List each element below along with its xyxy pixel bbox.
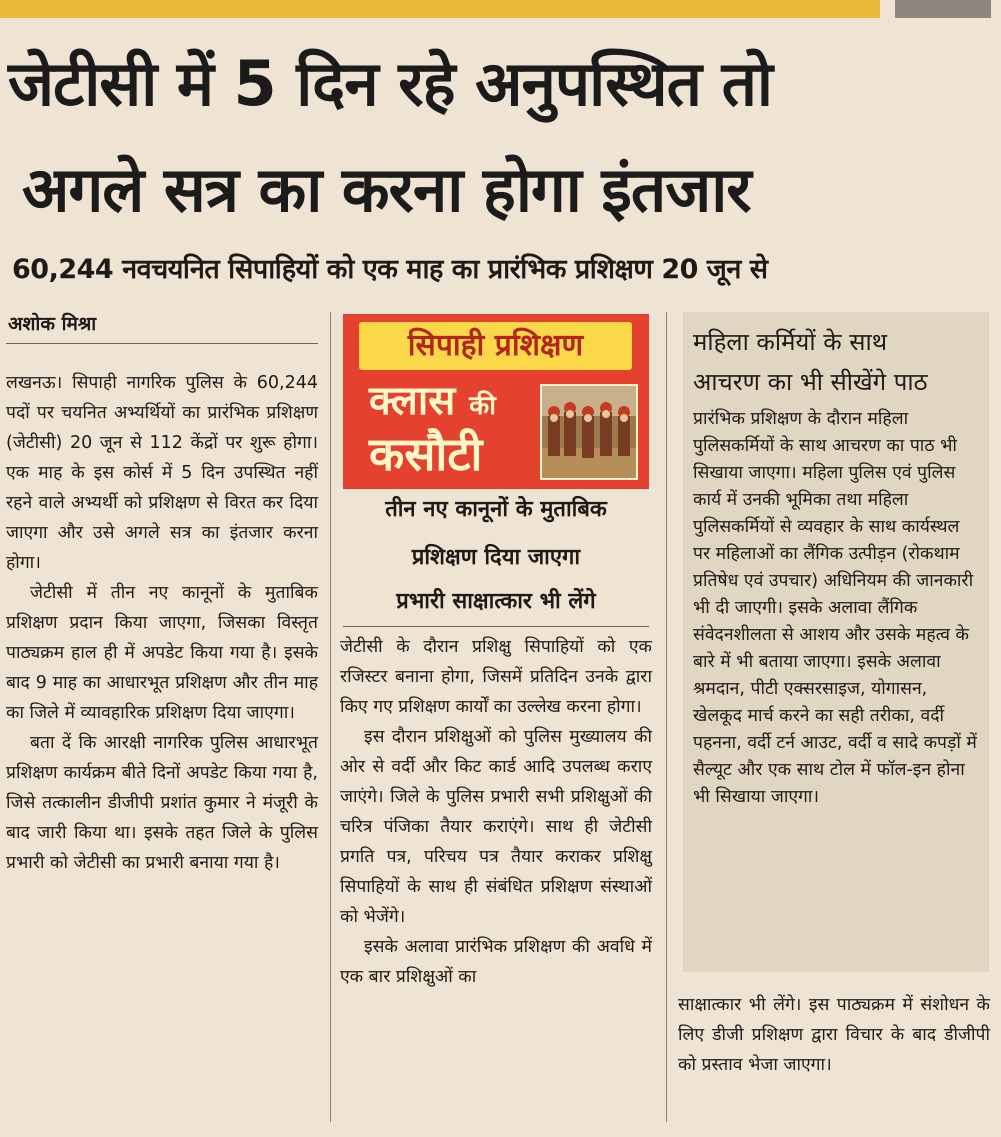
byline: अशोक मिश्रा <box>8 313 97 335</box>
column-1 <box>6 368 318 878</box>
promo-box <box>343 314 649 489</box>
column-3 <box>678 990 990 1080</box>
women-conduct-sidebar <box>683 312 989 972</box>
trainees-photo-illustration <box>542 386 636 478</box>
headline-line-2: अगले सत्र का करना होगा इंतजार <box>22 153 751 226</box>
column-2-paragraph: इसके अलावा प्रारंभिक प्रशिक्षण की अवधि में एक बार प्रशिक्षुओं का <box>340 937 652 987</box>
column-2 <box>340 632 652 992</box>
top-accent-bar <box>0 0 880 18</box>
column-divider-1 <box>330 312 331 1122</box>
column-1-paragraph: बता दें कि आरक्षी नागरिक पुलिस आधारभूत प्रशिक्षण कार्यक्रम बीते दिनों अपडेट किया गया है, जिसे तत्कालीन डीजीपी प्रशांत कुमार ने मंजूरी के बाद जारी किया था। इसके तहत जिले के पुलिस प्रभारी को जेटीसी का प्रभारी बनाया गया है। <box>6 733 318 873</box>
promo-word-1: क्लास <box>369 378 456 424</box>
column-1-paragraph: जेटीसी में तीन नए कानूनों के मुताबिक प्रशिक्षण प्रदान किया जाएगा, जिसका विस्तृत पाठ्यक्रम हाल ही में अपडेट किया गया है। इसके बाद 9 माह का आधारभूत प्रशिक्षण और तीन माह का जिले में व्यावहारिक प्रशिक्षण दिया जाएगा। <box>6 583 318 723</box>
column-2-heading-3: प्रभारी साक्षात्कार भी लेंगे <box>396 589 596 614</box>
headline-line-1: जेटीसी में 5 दिन रहे अनुपस्थित तो <box>8 47 772 120</box>
column-2-heading-2: प्रशिक्षण दिया जाएगा <box>411 545 581 570</box>
column-3-paragraph: साक्षात्कार भी लेंगे। इस पाठ्यक्रम में संशोधन के लिए डीजी प्रशिक्षण द्वारा विचार के बाद डीजीपी को प्रस्ताव भेजा जाएगा। <box>678 995 990 1075</box>
sidebar-title-line-2: आचरण का भी सीखेंगे पाठ <box>693 368 928 396</box>
promo-word-class <box>369 376 496 431</box>
subheadline: 60,244 नवचयनित सिपाहियों को एक माह का प्रारंभिक प्रशिक्षण 20 जून से <box>12 254 768 285</box>
promo-word-2: की <box>469 391 496 421</box>
column-1-paragraph: लखनऊ। सिपाही नागरिक पुलिस के 60,244 पदों पर चयनित अभ्यर्थियों का प्रारंभिक प्रशिक्षण (जेटीसी) 20 जून से 112 केंद्रों पर शुरू होगा। एक माह के इस कोर्स में 5 दिन उपस्थित नहीं रहने वाले अभ्यर्थी को प्रशिक्षण से विरत कर दिया जाएगा और उसे अगले सत्र का इंतजार करना होगा। <box>6 373 318 573</box>
column-2-heading-1: तीन नए कानूनों के मुताबिक <box>385 497 607 522</box>
sidebar-body: प्रारंभिक प्रशिक्षण के दौरान महिला पुलिसकर्मियों के साथ आचरण का पाठ भी सिखाया जाएगा। महिला पुलिस एवं पुलिस कार्य में उनकी भूमिका तथा महिला पुलिसकर्मियों से व्यवहार के साथ कार्यस्थल पर महिलाओं का लैंगिक उत्पीड़न (रोकथाम प्रतिषेध एवं उपचार) अधिनियम की जानकारी भी दी जाएगी। इसके अलावा लैंगिक संवेदनशीलता से आशय और उसके महत्व के बारे में भी बताया जाएगा। इसके अलावा श्रमदान, पीटी एक्सरसाइज, योगासन, खेलकूद मार्च करने का सही तरीका, वर्दी पहनना, वर्दी टर्न आउट, वर्दी व सादे कपड़ों में सैल्यूट और एक साथ टोल में फॉल-इन होना भी सिखाया जाएगा। <box>693 409 977 807</box>
column-2-paragraph: इस दौरान प्रशिक्षुओं को पुलिस मुख्यालय की ओर से वर्दी और किट कार्ड आदि उपलब्ध कराए जाएंगे। जिले के पुलिस प्रभारी सभी प्रशिक्षुओं की चरित्र पंजिका तैयार कराएंगे। साथ ही जेटीसी प्रगति पत्र, परिचय पत्र तैयार कराकर प्रशिक्षु सिपाहियों के साथ ही संबंधित प्रशिक्षण संस्थाओं को भेजेंगे। <box>340 727 652 927</box>
column-divider-2 <box>666 312 667 1122</box>
sidebar-title-line-1: महिला कर्मियों के साथ <box>693 328 888 356</box>
trainees-photo <box>540 384 638 480</box>
promo-label: सिपाही प्रशिक्षण <box>359 322 632 370</box>
promo-word-3: कसौटी <box>369 427 483 481</box>
byline-divider <box>6 343 318 344</box>
column-2-paragraph: जेटीसी के दौरान प्रशिक्षु सिपाहियों को एक रजिस्टर बनाना होगा, जिसमें प्रतिदिन उनके द्वारा किए गए प्रशिक्षण कार्यों का उल्लेख करना होगा। <box>340 637 652 717</box>
top-gray-block <box>895 0 991 18</box>
column-2-heading-divider <box>343 626 649 627</box>
